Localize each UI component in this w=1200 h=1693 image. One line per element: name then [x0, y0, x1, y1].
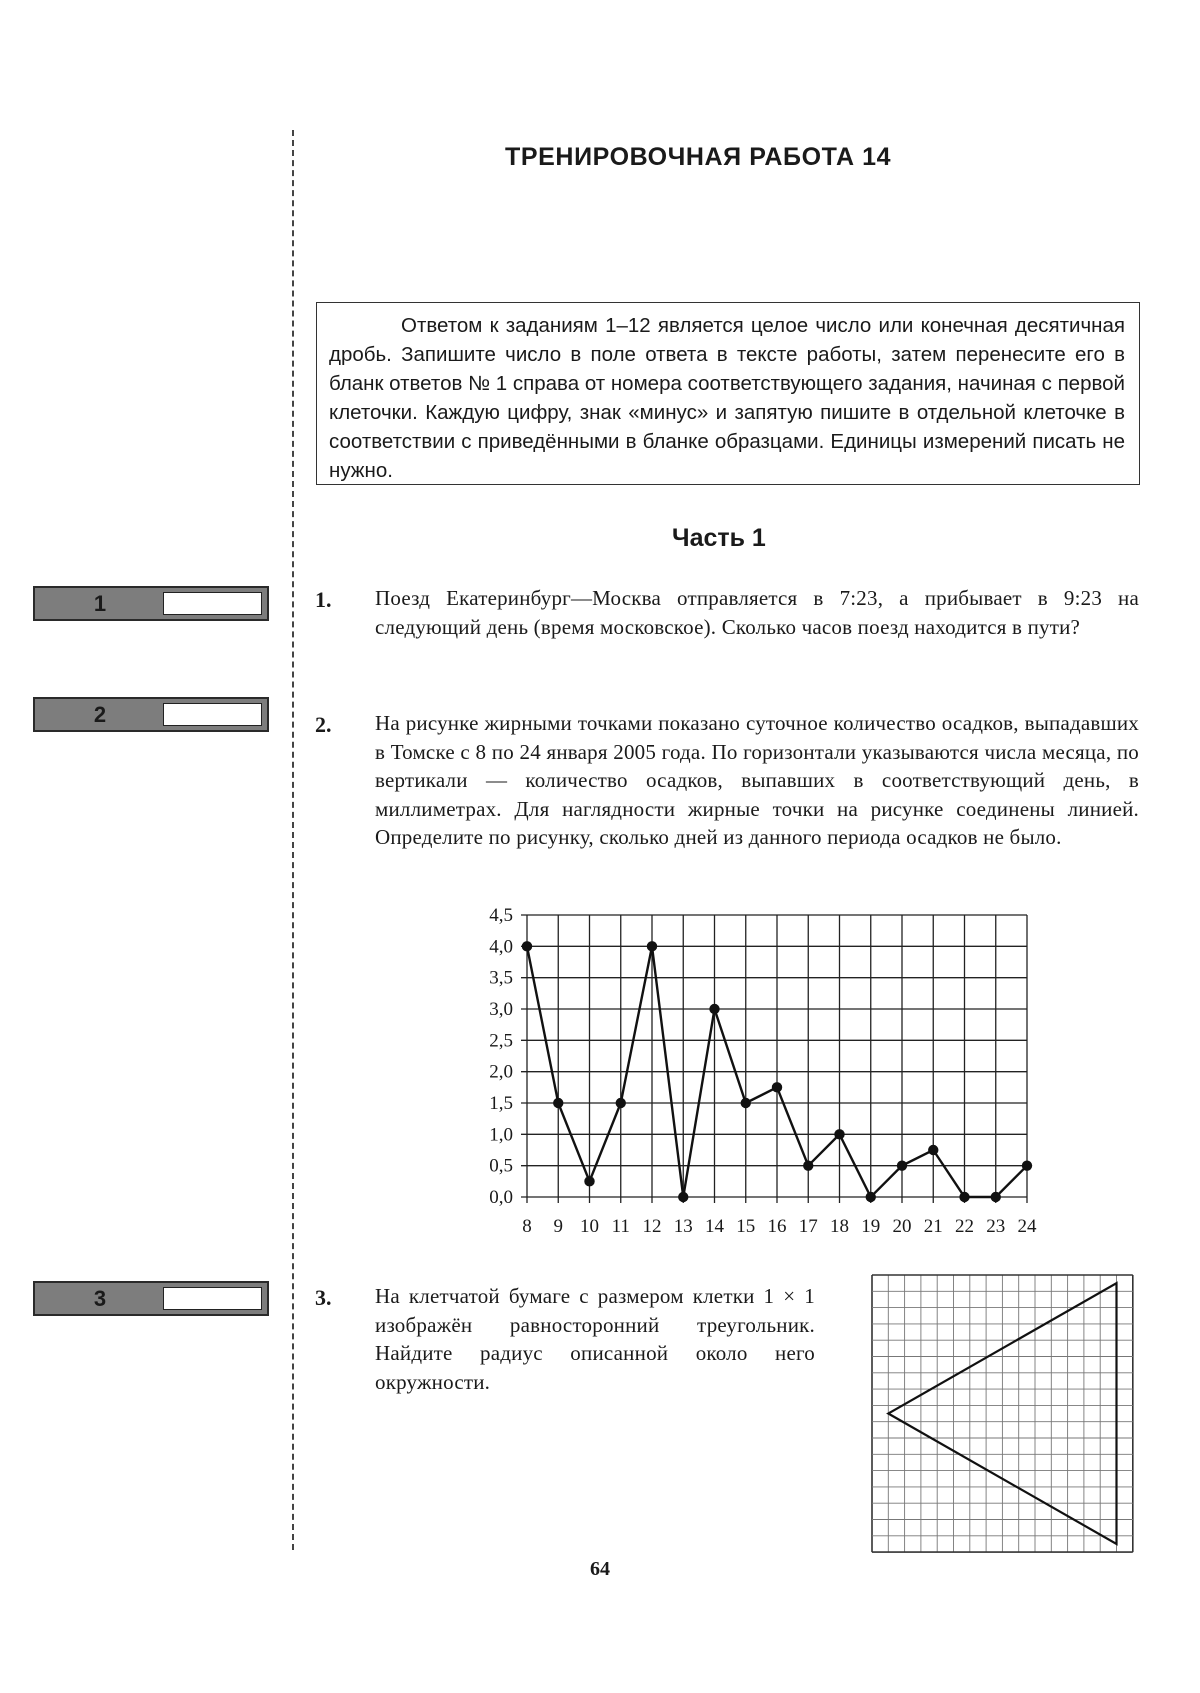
- cut-line: [292, 130, 294, 1550]
- data-point: [803, 1160, 813, 1170]
- data-point: [959, 1192, 969, 1202]
- y-tick-label: 2,0: [489, 1061, 513, 1083]
- x-tick-label: 19: [861, 1216, 881, 1237]
- x-tick-label: 16: [767, 1216, 787, 1237]
- y-tick-label: 0,0: [489, 1187, 513, 1208]
- y-tick-label: 4,0: [489, 936, 513, 958]
- data-point: [584, 1176, 594, 1186]
- y-tick-label: 2,5: [489, 1030, 513, 1052]
- answer-box-label: 3: [93, 1286, 107, 1311]
- data-point: [834, 1129, 844, 1139]
- x-tick-label: 23: [986, 1216, 1006, 1237]
- x-tick-label: 21: [923, 1216, 943, 1237]
- data-point: [709, 1004, 719, 1014]
- data-point: [897, 1160, 907, 1170]
- answer-field-3[interactable]: [163, 1287, 262, 1310]
- x-tick-label: 24: [1017, 1216, 1037, 1237]
- part-title: Часть 1: [672, 524, 766, 552]
- answer-field-2[interactable]: [163, 703, 262, 726]
- task-3-text: На клетчатой бумаге с размером клетки 1 × 1 изображён равносторонний треугольник. Найдите радиус описанной около него окружности.: [375, 1284, 815, 1394]
- y-tick-label: 3,5: [489, 967, 513, 989]
- x-tick-label: 13: [673, 1216, 693, 1237]
- y-tick-label: 1,0: [489, 1124, 513, 1146]
- data-point: [647, 941, 657, 951]
- x-tick-label: 8: [522, 1216, 532, 1237]
- instructions-box: Ответом к заданиям 1–12 является целое число или конечная десятичная дробь. Запишите число в поле ответа в тексте работы, затем перенесите его в бланк ответов № 1 справа от номера соответствующего задания, начиная с первой клеточки. Каждую цифру, знак «минус» и запятую пишите в отдельной клеточке в соответствии с приведёнными в бланке образцами. Единицы измерений писать не нужно.: [316, 302, 1140, 485]
- y-tick-label: 0,5: [489, 1155, 513, 1177]
- page-number: 64: [590, 1558, 610, 1580]
- task-number: 3.: [315, 1285, 332, 1310]
- task-number: 1.: [315, 587, 332, 612]
- x-tick-label: 14: [705, 1216, 724, 1237]
- triangle-grid-figure: [870, 1273, 1134, 1555]
- answer-box-label: 2: [93, 702, 107, 727]
- answer-box-3: [33, 1281, 269, 1316]
- x-tick-label: 15: [736, 1216, 756, 1237]
- data-point: [553, 1098, 563, 1108]
- x-tick-label: 11: [611, 1216, 630, 1237]
- x-tick-label: 10: [580, 1216, 599, 1237]
- y-tick-label: 4,5: [489, 905, 513, 926]
- data-point: [991, 1192, 1001, 1202]
- chart-x-ticks: [522, 1216, 1037, 1237]
- x-tick-label: 9: [553, 1216, 563, 1237]
- answer-box-1: [33, 586, 269, 621]
- x-tick-label: 20: [892, 1216, 912, 1237]
- x-tick-label: 18: [830, 1216, 849, 1237]
- data-point: [866, 1192, 876, 1202]
- data-point: [741, 1098, 751, 1108]
- x-tick-label: 22: [955, 1216, 974, 1237]
- x-tick-label: 12: [642, 1216, 662, 1237]
- data-point: [928, 1145, 938, 1155]
- answer-box-2: [33, 697, 269, 732]
- data-point: [522, 941, 532, 951]
- data-point: [678, 1192, 688, 1202]
- data-point: [616, 1098, 626, 1108]
- chart-y-ticks: [489, 905, 513, 1208]
- y-tick-label: 1,5: [489, 1093, 513, 1114]
- x-tick-label: 17: [798, 1216, 818, 1237]
- page-title: ТРЕНИРОВОЧНАЯ РАБОТА 14: [505, 143, 892, 171]
- y-tick-label: 3,0: [489, 999, 513, 1020]
- data-point: [772, 1082, 782, 1092]
- task-number: 2.: [315, 712, 332, 737]
- answer-field-1[interactable]: [163, 592, 262, 615]
- task-1-text: Поезд Екатеринбург—Москва отправляется в 7:23, а прибывает в 9:23 на следующий день (время московское). Сколько часов поезд находится в пути?: [375, 586, 1139, 639]
- precipitation-chart: [460, 900, 1060, 1250]
- answer-box-label: 1: [93, 591, 107, 616]
- data-point: [1022, 1160, 1032, 1170]
- grid-paper: [872, 1275, 1133, 1552]
- task-2-text: На рисунке жирными точками показано суточное количество осадков, выпадавших в Томске с 8 по 24 января 2005 года. По горизонтали указываются числа месяца, по вертикали — количество осадков, выпавших в соответствующий день, в миллиметрах. Для наглядности жирные точки на рисунке соединены линией. Определите по рисунку, сколько дней из данного периода осадков не было.: [375, 711, 1139, 849]
